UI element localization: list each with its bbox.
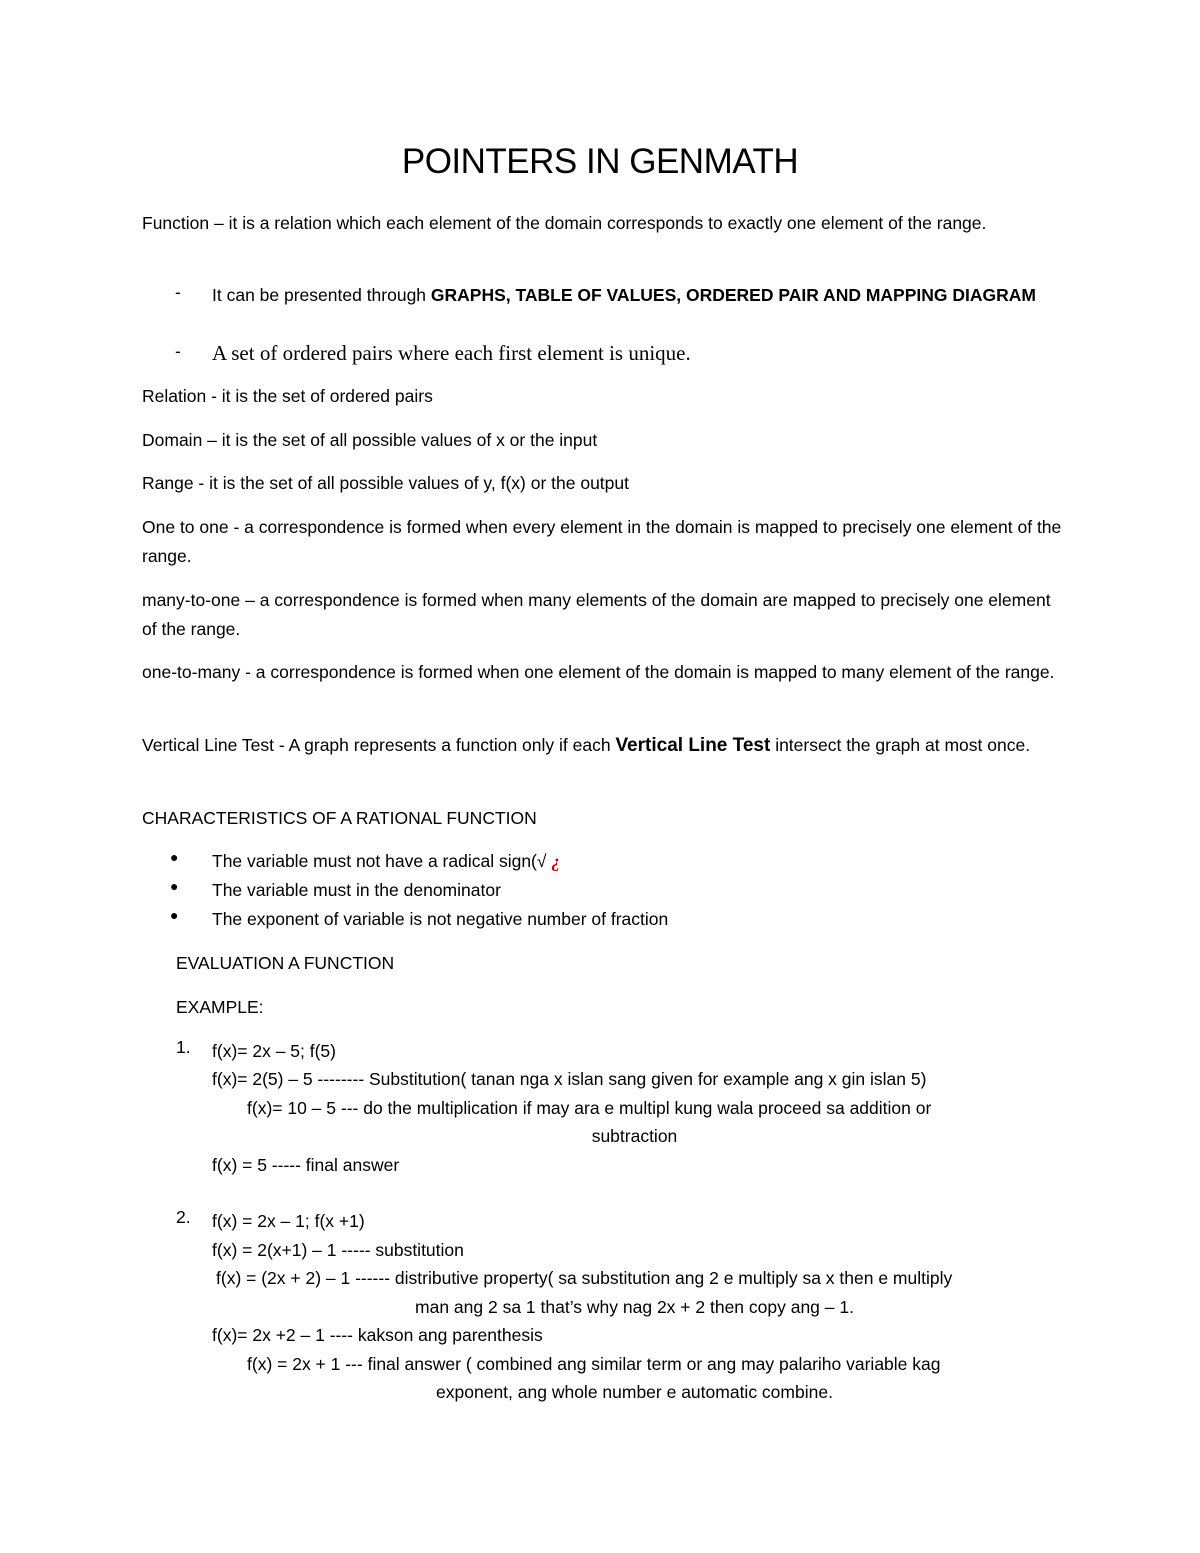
evaluation-heading: EVALUATION A FUNCTION <box>176 953 395 973</box>
function-point-ordered-pairs: A set of ordered pairs where each first element is unique. <box>212 341 691 365</box>
one-to-many-definition: one-to-many - a correspondence is formed when one element of the domain is mapped to many element of the range. <box>142 662 1055 682</box>
example-2-line-5: f(x) = 2x + 1 --- final answer ( combined ang similar term or ang may palariho variable kag <box>247 1354 941 1374</box>
many-to-one-definition: many-to-one – a correspondence is formed when many elements of the domain are mapped to precisely one element of the range. <box>142 590 1051 639</box>
rational-heading: CHARACTERISTICS OF A RATIONAL FUNCTION <box>142 808 537 828</box>
presentation-forms: GRAPHS, TABLE OF VALUES, ORDERED PAIR AND MAPPING DIAGRAM <box>430 285 1036 305</box>
rational-bullet-2: The variable must in the denominator <box>212 880 501 900</box>
example-1-number: 1. <box>176 1037 191 1057</box>
example-1-line-4: f(x) = 5 ----- final answer <box>212 1155 400 1175</box>
dash-bullet: - <box>175 282 181 302</box>
example-2-line-2: f(x) = 2(x+1) – 1 ----- substitution <box>212 1240 464 1260</box>
example-2-number: 2. <box>176 1207 191 1227</box>
rational-bullet-1-mark: ¿ <box>551 851 561 871</box>
bullet-dot: ● <box>170 878 179 894</box>
range-definition: Range - it is the set of all possible values of y, f(x) or the output <box>142 473 630 493</box>
function-text: – it is a relation which each element of the domain corresponds to exactly one element of the range. <box>209 213 987 233</box>
vlt-suffix: intersect the graph at most once. <box>770 735 1031 755</box>
rational-bullet-1-text: The variable must not have a radical sign(√ <box>212 851 552 871</box>
example-1-line-3-cont: subtraction <box>591 1126 678 1146</box>
example-1-line-2: f(x)= 2(5) – 5 -------- Substitution( tanan nga x islan sang given for example ang x gin islan 5) <box>212 1069 927 1089</box>
example-2-line-4: f(x)= 2x +2 – 1 ---- kakson ang parenthesis <box>212 1325 543 1345</box>
vlt-prefix: Vertical Line Test - A graph represents a function only if each <box>142 735 616 755</box>
one-to-one-definition: One to one - a correspondence is formed when every element in the domain is mapped to precisely one element of the range. <box>142 517 1062 566</box>
function-definition <box>142 209 1067 238</box>
example-label: EXAMPLE: <box>176 997 264 1017</box>
relation-definition: Relation - it is the set of ordered pairs <box>142 386 433 406</box>
bullet-dot: ● <box>170 907 179 923</box>
rational-bullet-1 <box>212 847 1072 876</box>
dash-bullet: - <box>175 341 181 361</box>
function-point-presentation <box>212 281 1072 310</box>
example-2-line-3-cont: man ang 2 sa 1 that’s why nag 2x + 2 then copy ang – 1. <box>415 1297 854 1317</box>
example-2-line-1: f(x) = 2x – 1; f(x +1) <box>212 1211 365 1231</box>
vlt-bold: Vertical Line Test <box>615 735 771 756</box>
bullet-dot: ● <box>170 849 179 865</box>
rational-bullet-3: The exponent of variable is not negative number of fraction <box>212 909 669 929</box>
presentation-prefix: It can be presented through <box>212 285 431 305</box>
example-1-line-1: f(x)= 2x – 5; f(5) <box>212 1041 336 1061</box>
example-2-line-3: f(x) = (2x + 2) – 1 ------ distributive property( sa substitution ang 2 e multiply sa x then e multiply <box>216 1268 953 1288</box>
example-1-line-3: f(x)= 10 – 5 --- do the multiplication if may ara e multipl kung wala proceed sa addition or <box>247 1098 932 1118</box>
page-title: POINTERS IN GENMATH <box>401 142 799 181</box>
function-term: Function <box>142 213 210 233</box>
domain-definition: Domain – it is the set of all possible values of x or the input <box>142 430 598 450</box>
example-2-line-5-cont: exponent, ang whole number e automatic combine. <box>436 1382 833 1402</box>
vertical-line-test <box>142 731 1067 761</box>
